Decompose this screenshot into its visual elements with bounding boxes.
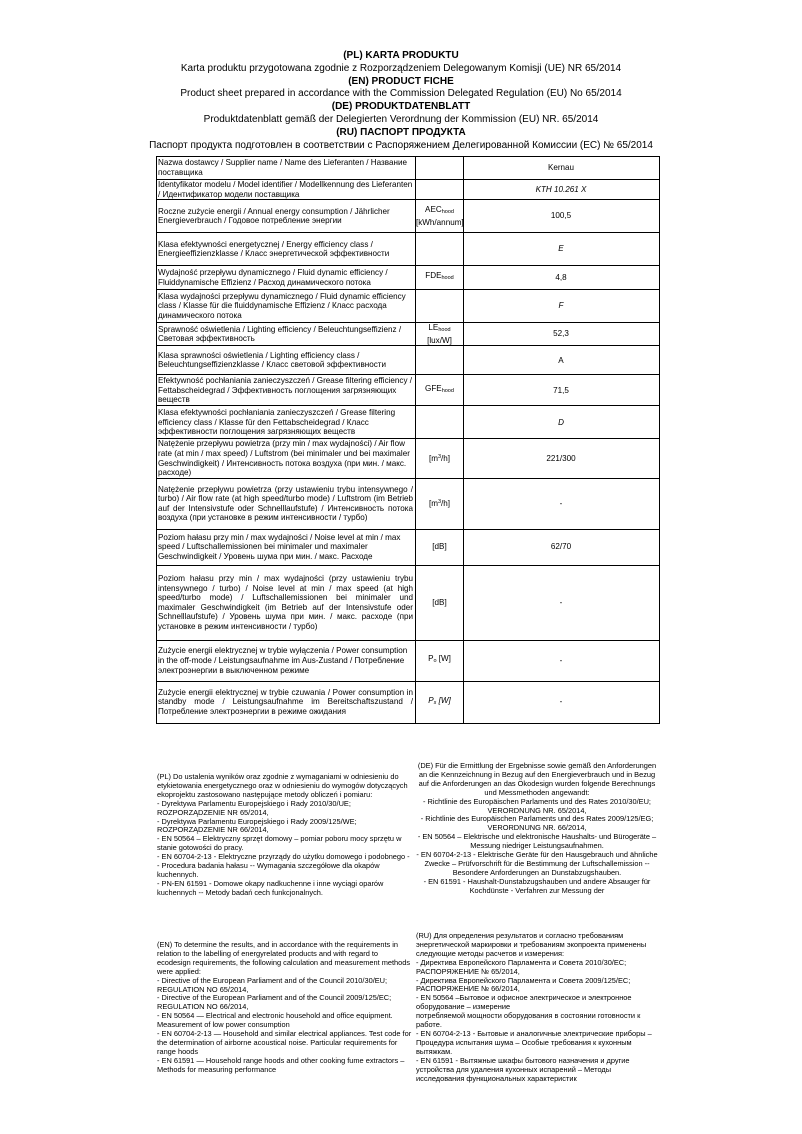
row-value: - (464, 478, 660, 529)
table-row (157, 233, 660, 266)
row-value: E (464, 233, 660, 266)
de-subtitle: Produktdatenblatt gemäß der Delegierten Verordnung der Kommission (EU) NR. 65/2014 (203, 113, 599, 125)
unit-suffix: [W] (436, 695, 451, 705)
row-unit (416, 439, 464, 478)
notes-pl-text: (PL) Do ustalenia wyników oraz zgodnie z wymaganiami w odniesieniu do etykietowania energetycznego oraz w odniesieniu do wymogów dotyczących ekoprojektu zastosowano następujące metody obliczeń i pomiaru: - Dyrektywa Parlamentu Europejskiego i Rady 2010/30/UE; ROZPORZĄDZENIE NR 65/2014, - Dyrektywa Parlamentu Europejskiego i Rady 2009/125/WE; ROZPORZĄDZENIE NR 66/2014, - EN 50564 – Elektryczny sprzęt domowy – pomiar poboru mocy sprzętu w stanie gotowości do pracy. - EN 60704-2-13 - Elektryczne przyrządy do użytku domowego i podobnego -- Procedura badania hałasu -- Wymagania szczegółowe dla okapów kuchennych. - PN-EN 61591 - Domowe okapy nadkuchenne i inne wyciągi oparów kuchennych -- Metody badań cech funkcjonalnych. (157, 772, 410, 897)
table-row (157, 266, 660, 290)
row-unit (416, 200, 464, 233)
row-value: - (464, 565, 660, 640)
table-row (157, 375, 660, 406)
row-unit (416, 290, 464, 323)
notes-ru-text: (RU) Для определения результатов и согласно требованиям энергетической маркировки и требованиям экопроекта применены следующие методы расчетов и измерения: - Директива Европейского Парламента и Совета 2010/30/ЕС; РАСПОРЯЖЕНИЕ № 65/2014, - Директива Европейского Парламента и Совета 2009/125/ЕС; РАСПОРЯЖЕНИЕ № 66/2014, - EN 50564 –Бытовое и офисное электрическое и электронное оборудование – измерение потребляемой мощности оборудования в состоянии готовности к работе. - EN 60704-2-13 - Бытовые и аналогичные электрические приборы – Процедура испытания шума – Особые требования к кухонным вытяжкам. - EN 61591 - Вытяжные шкафы бытового назначения и другие устройства для удаления кухонных испарений – Методы исследования функциональных характеристик (416, 932, 652, 1083)
row-description: Natężenie przepływu powietrza (przy ustawieniu trybu intensywnego / turbo) / Air flow rate (at high speed/turbo mode) / Luftstrom (im Betrieb auf der Intensivstufe oder Schnelllaufstufe) / Интенсивность потока воздуха (при установке в режим интенсивности / турбо) (157, 478, 416, 529)
en-title: (EN) PRODUCT FICHE (348, 75, 454, 87)
pl-subtitle: Karta produktu przygotowana zgodnie z Rozporządzeniem Delegowanym Komisji (UE) NR 65/2014 (180, 62, 622, 74)
table-row (157, 565, 660, 640)
row-description: Klasa efektywności pochłaniania zanieczyszczeń / Grease filtering efficiency class / Klasse für den Fettabscheidegrad / Класс эффективности поглощения загрязняющих веществ (157, 406, 416, 439)
unit-symbol: FDE (425, 271, 442, 281)
row-unit (416, 346, 464, 375)
row-value: 71,5 (464, 375, 660, 406)
unit-suffix: /h] (441, 454, 451, 464)
row-unit (416, 375, 464, 406)
row-description: Roczne zużycie energii / Annual energy consumption / Jährlicher Energieverbrauch / Годовое потребление энергии (157, 200, 416, 233)
notes-en (157, 941, 412, 1075)
table-row (157, 200, 660, 233)
notes-de (413, 762, 661, 930)
unit-symbol: P (428, 654, 434, 664)
row-unit (416, 323, 464, 346)
notes-de-text: (DE) Für die Ermittlung der Ergebnisse sowie gemäß den Anforderungen an die Kennzeichnung in Bezug auf den Energieverbrauch und in Bezug auf die Anforderungen an das Ökodesign wurden folgende Berechnungs und Messmethoden angewandt: - Richtlinie des Europäischen Parlaments und des Rates 2010/30/EU; VERORDNUNG NR. 65/2014, - Richtlinie des Europäischen Parlaments und des Rates 2009/125/EG; VERORDNUNG NR. 66/2014, - EN 50564 – Elektrische und elektronische Haushalts- und Bürogeräte – Messung niedriger Leistungsaufnahmen. - EN 60704-2-13 - Elektrische Geräte für den Hausgebrauch und ähnliche Zwecke – Prüfvorschrift für die Bestimmung der Luftschallemission -- Besondere Anforderungen an Dunstabzugshauben. - EN 61591 - Haushalt-Dunstabzugshauben und andere Absauger für Kochdünste - Verfahren zur Messung der (416, 762, 658, 895)
row-value: Kernau (464, 157, 660, 180)
row-description: Efektywność pochłaniania zanieczyszczeń / Grease filtering efficiency / Fettabscheidegrad / Эффективность поглощения загрязняющих веществ (157, 375, 416, 406)
unit-subscript: hood (441, 275, 454, 282)
row-unit (416, 529, 464, 565)
unit-superscript: 3 (437, 454, 442, 461)
row-description: Poziom hałasu przy min / max wydajności (przy ustawieniu trybu intensywnego / turbo) / Noise level at min / max speed (at high speed/turbo mode) / Luftschallemissionen bei minimaler und maximaler Geschwindigkeit (im Betrieb auf der Intensivstufe oder Schnelllaufstufe) / Уровень шума при мин. / макс. расходе (при установке в режим интенсивности / турбо) (157, 565, 416, 640)
notes-en-text: (EN) To determine the results, and in accordance with the requirements in relation to the labelling of energyrelated products and with regard to ecodesign requirements, the following calculation and measurement methods were applied: - Directive of the European Parliament and of the Council 2010/30/EU; REGULATION NO 65/2014, - Directive of the European Parliament and of the Council 2009/125/EC; REGULATION NO 66/2014, - EN 50564 — Electrical and electronic household and office equipment. Measurement of low power consumption - EN 60704-2-13 — Household and similar electrical appliances. Test code for the determination of airborne acoustical noise. Particular requirements for range hoods - EN 61591 — Household range hoods and other cooking fume extractors – Methods for measuring performance (157, 940, 412, 1074)
table-row (157, 681, 660, 723)
row-description: Klasa efektywności energetycznej / Energy efficiency class / Energieeffizienzklasse / Класс энергетической эффективности (157, 233, 416, 266)
unit-symbol: LE (428, 323, 439, 333)
document-header (0, 50, 802, 152)
unit-subscript: s (433, 699, 437, 706)
table-row (157, 157, 660, 180)
table-row (157, 290, 660, 323)
unit-symbol: [m (428, 499, 438, 509)
row-value: D (464, 406, 660, 439)
unit-symbol: P (428, 695, 434, 705)
ru-title: (RU) ПАСПОРТ ПРОДУКТА (336, 126, 466, 138)
row-value: - (464, 640, 660, 681)
row-description: Zużycie energii elektrycznej w trybie czuwania / Power consumption in standby mode / Leistungsaufnahme im Bereitschaftszustand / Потребление электроэнергии в режиме ожидания (157, 681, 416, 723)
unit-subscript: hood (438, 327, 451, 334)
row-description: Nazwa dostawcy / Supplier name / Name des Lieferanten / Название поставщика (157, 157, 416, 180)
unit-symbol: GFE (425, 384, 442, 394)
row-unit (416, 233, 464, 266)
ru-subtitle: Паспорт продукта подготовлен в соответствии с Распоряжением Делегированной Комиссии (ЕС) № 65/2014 (149, 139, 653, 151)
de-title: (DE) PRODUKTDATENBLATT (331, 101, 471, 113)
table-row (157, 529, 660, 565)
unit-subscript: hood (441, 209, 454, 216)
row-value: 4,8 (464, 266, 660, 290)
table-row (157, 180, 660, 200)
unit-subscript: hood (441, 388, 454, 395)
table-row (157, 406, 660, 439)
unit-symbol: [m (428, 454, 438, 464)
row-unit (416, 681, 464, 723)
en-subtitle: Product sheet prepared in accordance with the Commission Delegated Regulation (EU) No 65/2014 (180, 88, 622, 100)
row-unit (416, 640, 464, 681)
row-value: 52,3 (464, 323, 660, 346)
row-description: Zużycie energii elektrycznej w trybie wyłączenia / Power consumption in the off-mode / Leistungsaufnahme im Aus-Zustand / Потребление электроэнергии в выключенном режиме (157, 640, 416, 681)
row-description: Identyfikator modelu / Model identifier / Modellkennung des Lieferanten / Идентификатор модели поставщика (157, 180, 416, 200)
unit-extra: [lux/W] (427, 335, 452, 345)
product-fiche-table (156, 156, 660, 724)
row-description: Sprawność oświetlenia / Lighting efficiency / Beleuchtungseffizienz / Световая эффективность (157, 323, 416, 346)
row-description: Natężenie przepływu powietrza (przy min / max wydajności) / Air flow rate (at min / max speed) / Luftstrom (bei minimaler und bei maximaler Geschwindigkeit) / Интенсивность потока воздуха (при мин. / макс. расходе) (157, 439, 416, 478)
table-row (157, 323, 660, 346)
row-value: 62/70 (464, 529, 660, 565)
notes-pl (157, 773, 412, 898)
unit-suffix: [W] (436, 654, 451, 664)
row-value: F (464, 290, 660, 323)
row-unit (416, 565, 464, 640)
row-unit (416, 180, 464, 200)
unit-extra: [kWh/annum] (416, 217, 464, 227)
unit-subscript: o (433, 658, 437, 665)
row-value: A (464, 346, 660, 375)
table-row (157, 640, 660, 681)
row-description: Klasa sprawności oświetlenia / Lighting efficiency class / Beleuchtungseffizienzklasse / Класс световой эффективности (157, 346, 416, 375)
row-unit (416, 406, 464, 439)
table-row (157, 346, 660, 375)
unit-symbol: AEC (425, 205, 442, 215)
table-row (157, 478, 660, 529)
row-value: 100,5 (464, 200, 660, 233)
row-unit (416, 157, 464, 180)
unit-suffix: /h] (441, 499, 451, 509)
row-value: - (464, 681, 660, 723)
row-description: Wydajność przepływu dynamicznego / Fluid dynamic efficiency / Fluiddynamische Effizienz / Расход динамического потока (157, 266, 416, 290)
row-value: 221/300 (464, 439, 660, 478)
table-row (157, 439, 660, 478)
row-unit (416, 478, 464, 529)
row-unit (416, 266, 464, 290)
unit-symbol: [dB] (432, 542, 447, 552)
row-description: Klasa wydajności przepływu dynamicznego / Fluid dynamic efficiency class / Klasse für die fluiddynamische Effizienz / Класс расхода динамического потока (157, 290, 416, 323)
row-description: Poziom hałasu przy min / max wydajności / Noise level at min / max speed / Luftschallemissionen bei minimaler und maximaler Geschwindigkeit / Уровень шума при мин. / макс. Расходе (157, 529, 416, 565)
row-value: KTH 10.261 X (464, 180, 660, 200)
unit-superscript: 3 (437, 499, 442, 506)
pl-title: (PL) KARTA PRODUKTU (343, 50, 459, 61)
notes-ru (416, 932, 661, 1096)
unit-symbol: [dB] (432, 597, 447, 607)
